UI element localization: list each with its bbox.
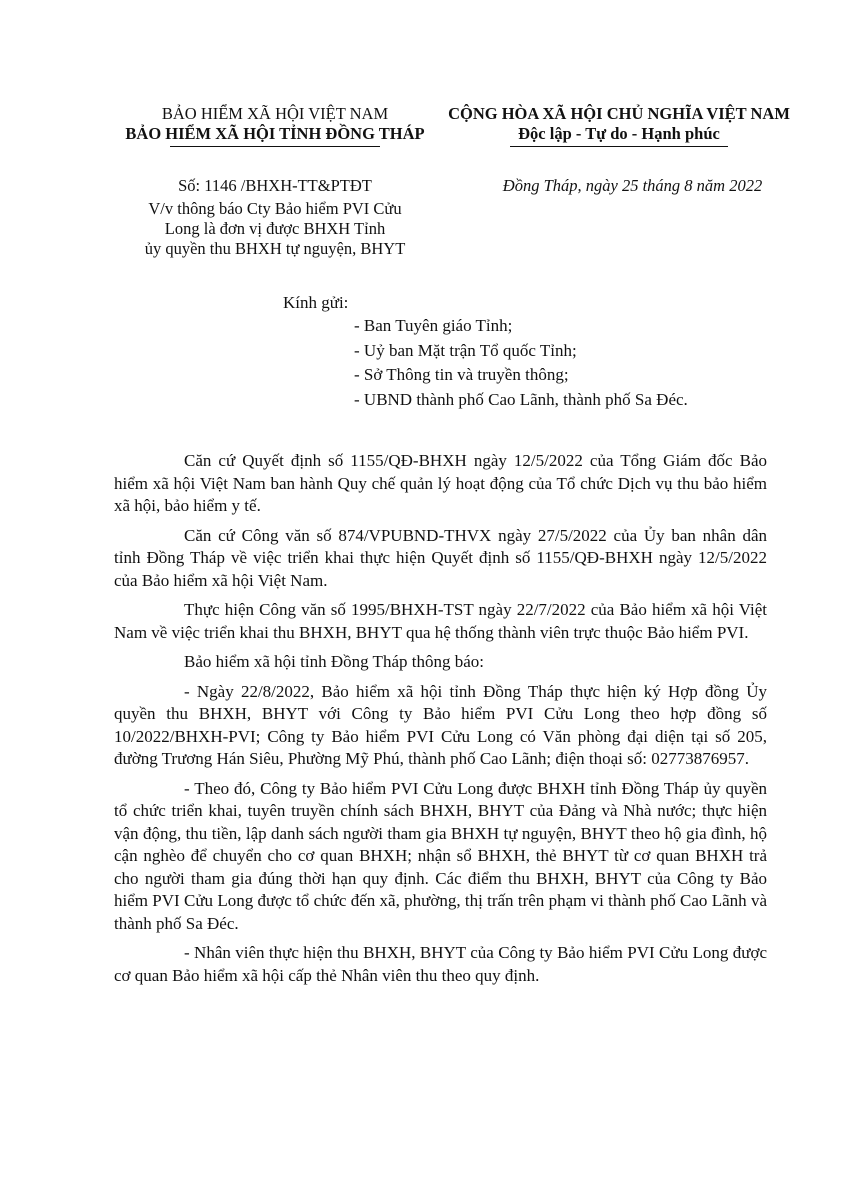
document-number: Số: 1146 /BHXH-TT&PTĐT bbox=[178, 176, 372, 195]
body-paragraph: - Nhân viên thực hiện thu BHXH, BHYT của Công ty Bảo hiểm PVI Cửu Long được cơ quan Bảo hiểm xã hội cấp thẻ Nhân viên thu theo quy định. bbox=[114, 943, 767, 985]
recipient-item: - Uỷ ban Mặt trận Tổ quốc Tỉnh; bbox=[354, 340, 577, 360]
recipient-item: - UBND thành phố Cao Lãnh, thành phố Sa Đéc. bbox=[354, 389, 688, 409]
document-body bbox=[114, 450, 767, 994]
country-name: CỘNG HÒA XÃ HỘI CHỦ NGHĨA VIỆT NAM bbox=[448, 104, 790, 123]
agency-parent: BẢO HIỂM XÃ HỘI VIỆT NAM bbox=[161, 104, 389, 123]
national-header bbox=[440, 104, 798, 147]
national-motto: Độc lập - Tự do - Hạnh phúc bbox=[518, 124, 720, 143]
agency-name: BẢO HIỂM XÃ HỘI TỈNH ĐỒNG THÁP bbox=[125, 124, 425, 143]
body-paragraph: - Ngày 22/8/2022, Bảo hiểm xã hội tỉnh Đồng Tháp thực hiện ký Hợp đồng Ủy quyền thu BHXH, BHYT với Công ty Bảo hiểm PVI Cửu Long theo hợp đồng số 10/2022/BHXH-PVI; Công ty Bảo hiểm PVI Cửu Long có Văn phòng đại diện tại số 205, đường Trương Hán Siêu, Phường Mỹ Phú, thành phố Cao Lãnh; điện thoại số: 02773876957. bbox=[114, 681, 767, 768]
document-date: Đồng Tháp, ngày 25 tháng 8 năm 2022 bbox=[502, 176, 763, 195]
body-paragraph: Bảo hiểm xã hội tỉnh Đồng Tháp thông báo: bbox=[184, 652, 484, 671]
agency-divider bbox=[170, 146, 380, 147]
body-paragraph: Thực hiện Công văn số 1995/BHXH-TST ngày 22/7/2022 của Bảo hiểm xã hội Việt Nam về việc triển khai thu BHXH, BHYT qua hệ thống thành viên trực thuộc Bảo hiểm PVI. bbox=[114, 600, 767, 642]
subject-line: ủy quyền thu BHXH tự nguyện, BHYT bbox=[144, 239, 406, 258]
body-paragraph: - Theo đó, Công ty Bảo hiểm PVI Cửu Long được BHXH tỉnh Đồng Tháp ủy quyền tổ chức triển khai, tuyên truyền chính sách BHXH, BHYT của Đảng và Nhà nước; thực hiện vận động, thu tiền, lập danh sách người tham gia BHXH tự nguyện, BHYT theo hộ gia đình, hộ cận nghèo để chuyển cho cơ quan BHXH; nhận sổ BHXH, thẻ BHYT từ cơ quan BHXH trả cho người tham gia đúng thời hạn quy định. Các điểm thu BHXH, BHYT của Công ty Bảo hiểm PVI Cửu Long được tổ chức đến xã, phường, thị trấn trên phạm vi thành phố Cao Lãnh và thành phố Sa Đéc. bbox=[114, 778, 767, 933]
recipients-title: Kính gửi: bbox=[283, 293, 349, 312]
recipient-list bbox=[354, 314, 688, 412]
body-paragraph: Căn cứ Quyết định số 1155/QĐ-BHXH ngày 12/5/2022 của Tổng Giám đốc Bảo hiểm xã hội Việt Nam ban hành Quy chế quản lý hoạt động của Tổ chức Dịch vụ thu bảo hiểm xã hội, bảo hiểm y tế. bbox=[114, 451, 767, 515]
agency-header bbox=[112, 104, 438, 147]
subject-line: V/v thông báo Cty Bảo hiểm PVI Cửu bbox=[148, 199, 402, 218]
motto-divider bbox=[510, 146, 728, 147]
body-paragraph: Căn cứ Công văn số 874/VPUBND-THVX ngày 27/5/2022 của Ủy ban nhân dân tỉnh Đồng Tháp về việc triển khai thực hiện Quyết định số 1155/QĐ-BHXH ngày 12/5/2022 của Bảo hiểm xã hội Việt Nam. bbox=[114, 525, 767, 590]
recipient-item: - Sở Thông tin và truyền thông; bbox=[354, 365, 569, 384]
document-reference bbox=[112, 176, 438, 259]
recipient-item: - Ban Tuyên giáo Tỉnh; bbox=[354, 316, 513, 335]
subject-line: Long là đơn vị được BHXH Tỉnh bbox=[164, 219, 386, 238]
